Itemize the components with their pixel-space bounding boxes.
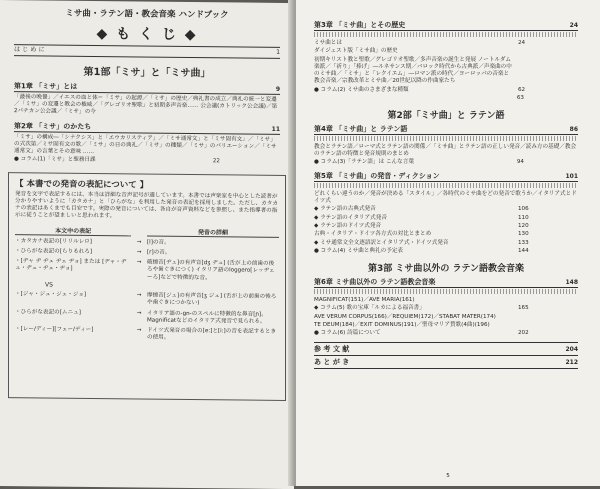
part1-title: 第1部「ミサ」と「ミサ曲」 — [83, 66, 211, 79]
toc-intro — [14, 44, 280, 59]
notation-box — [8, 172, 286, 401]
toc-item — [314, 240, 578, 247]
toc-item — [314, 305, 578, 312]
chapter-6 — [314, 277, 578, 337]
ch1-body: 「最後の晩餐」／イエスの血と体＝「ミサ」の起源／「ミサ」の歴史／典礼書の成立／典礼の統一と変遷／「ミサ」の変遷と教会の権威／「グレゴリオ聖歌」と初期多声音楽…… 公会議(カトリック公会議)／第2バチカン公会議／「ミサ」の今 — [14, 93, 278, 116]
notation-row — [15, 309, 279, 326]
ch2-title: 第2章 「ミサ」のかたち — [14, 121, 92, 131]
right-page-number: 5 — [446, 472, 450, 479]
toc-item — [314, 215, 578, 222]
ch4-note — [314, 159, 578, 166]
afterword — [314, 356, 578, 369]
toc-item-label: ◆ コラム(5) 歌の宝庫「ルカによる福音書」 — [314, 305, 425, 312]
toc-item-label: ミサ曲とは — [314, 40, 342, 46]
notation-rows — [15, 238, 279, 344]
toc-item-page — [512, 322, 578, 329]
vs-label: VS — [45, 281, 53, 289]
ch5-items — [314, 206, 578, 255]
toc-item-page — [512, 57, 578, 86]
toc-item-page: 144 — [518, 247, 529, 254]
right-page — [296, 0, 600, 486]
chapter-3 — [314, 20, 578, 102]
notation-row-right: [l]の音。 — [146, 239, 170, 246]
notation-intro: 発音を文字で表記するには、本当は詳細な音声記号が適しています。本書では声楽家を中心とした読者が分かりやすいように「カタカナ」と「ひらがな」を利用した発音の表記を採用しました。ただし、カタカナの表記はあくまでも目安です。実際の発音については、各自が音声資料などを参照し、また指導者の指示に従うことが望ましいと思われます。 — [15, 190, 278, 220]
notation-row-arrow: → — [136, 309, 142, 317]
toc-item-label: 初期キリスト教と聖歌／グレゴリオ聖歌／多声音楽の誕生と発展 ノートルダム楽派／「祈り」「捧げ」―ルネサンス期／バロック時代から古典派／声楽曲の中のミサ曲／「ミサ」と「レクイエム」―ロマン派の時代／ヨーロッパの音楽と教会音楽／宗教改革とミサ曲／20世紀以降の作曲家たち — [314, 56, 512, 85]
part2-title: 第2部「ミサ曲」と ラテン語 — [387, 111, 505, 122]
left-page-number — [0, 480, 294, 483]
notation-row-left: ・ひらがな表記の[ムニュ] — [15, 308, 81, 316]
toc-item — [314, 330, 578, 337]
toc-item-label: ◆ ラテン語の古典式発音 — [314, 206, 376, 213]
ch2-note-label: ● コラム(1)「ミサ」と聖務日課 — [14, 156, 96, 164]
notation-row-right: [r]の音。 — [146, 249, 171, 256]
ch2-note — [14, 156, 280, 166]
afterword-page: 212 — [565, 359, 578, 367]
toc-item-label: 古典・イタリア・ドイツ各方式の対比とまとめ — [314, 231, 432, 238]
references-page: 204 — [565, 346, 578, 354]
toc-item-label: ◆ ラテン語のドイツ式発音 — [314, 222, 382, 229]
toc-item-label: ダイジェスト版「ミサ曲」の歴史 — [314, 48, 398, 55]
notation-row-arrow: → — [136, 239, 142, 246]
ch6-title: 第6章 ミサ曲以外の ラテン語教会音楽 — [314, 278, 436, 287]
intro-label: は じ め に — [14, 46, 45, 54]
toc-item-page: 130 — [518, 231, 529, 238]
notation-row-left: ・[ヂャ ヂ ヂュ ヂェ ヂョ] または [ヂャ・ヂュ・ヂュ・ヂェ・ヂョ] — [15, 258, 127, 273]
intro-page: 1 — [276, 48, 280, 56]
toc-item-page: 120 — [518, 222, 529, 229]
ch4-body: 教会とラテン語／ローマ式とラテン語の関係／「ミサ曲」とラテン語の正しい発音／読み方の基礎／教会のラテン語の特徴と発音規則のまとめ — [314, 144, 577, 158]
toc-item-page: 106 — [518, 206, 529, 213]
notation-row-arrow: → — [136, 259, 142, 266]
toc-item — [314, 206, 578, 213]
book-title: ミサ曲・ラテン語・教会音楽 ハンドブック — [65, 8, 229, 21]
toc-item — [314, 314, 578, 321]
notation-row-left: ・[レー/ディー][フェー/ディー] — [15, 326, 94, 334]
notation-row — [15, 326, 279, 343]
ch3-page: 24 — [569, 22, 578, 29]
notation-row-arrow: → — [136, 327, 142, 334]
ch4-note-page: 94 — [516, 158, 524, 165]
chapter-1 — [14, 81, 280, 119]
toc-item-page: 165 — [518, 305, 529, 312]
notation-row-arrow: → — [136, 292, 142, 299]
ch3-items — [314, 40, 578, 94]
afterword-label: あ と が き — [314, 358, 350, 367]
toc-item-label: ● コラム(4) ミサ曲と典礼の予定表 — [314, 247, 404, 254]
toc-item-label: ◆ ミサ通常文全文逐語訳とイタリア式・ドイツ式発音 — [314, 239, 449, 246]
ch5-page: 101 — [565, 172, 578, 180]
toc-item — [314, 297, 578, 304]
toc-item — [314, 87, 578, 94]
toc-item-page: 133 — [518, 239, 529, 246]
chapter-4 — [314, 124, 578, 166]
ch2-note-page: 22 — [212, 158, 220, 165]
toc-item-page — [512, 48, 578, 55]
ch6-page: 148 — [565, 279, 578, 287]
ch3-title: 第3章 「ミサ曲」とその歴史 — [314, 21, 406, 29]
notation-row-left: ・ひらがな表記の[らりるれろ] — [15, 248, 93, 255]
notation-row — [15, 291, 279, 308]
toc-item — [314, 248, 578, 255]
toc-item — [314, 223, 578, 230]
ch4-note-label: ● コラム(3)「ラテン語」は こんな言葉 — [314, 158, 414, 165]
notation-row-left: ・[ジャ・ジュ・ジェ・ジョ] — [15, 291, 87, 298]
toc-item-page — [512, 297, 578, 304]
references-label: 参 考 文 献 — [314, 345, 350, 354]
notation-row-right: 破擦音[ヂュ]の有声音[dʒ ヂュ] (舌が上の前歯の後ろや歯ぐきにつく) イタリア語のloggero[レッヂェーろ]などで特徴的な音。 — [146, 259, 275, 281]
notation-row-right: 摩擦音[ジュ]の有声音[ʒ ジュ] (舌が上の前歯の後ろや歯ぐきにつかない) — [146, 292, 277, 307]
notation-title: 【 本書での発音の表記について 】 — [15, 178, 149, 191]
ch3-extra-page: 63 — [516, 94, 524, 101]
part3-title: 第3部 ミサ曲以外の ラテン語教会音楽 — [367, 264, 525, 275]
ch5-lead: どれくらい違うのか／発音が決める「スタイル」／各時代のミサ曲をどの発音で歌うか／イタリア式とドイツ式 — [314, 190, 577, 205]
toc-item — [314, 231, 578, 238]
notation-row-right: ドイツ式発音の場合の[e:]と[i:]の音を表記するときの使用。 — [146, 327, 277, 342]
left-page — [0, 0, 294, 489]
notation-row — [15, 238, 279, 248]
notation-row-left: ・カタカナ表記の[リリルレロ] — [15, 237, 92, 245]
chapter-5 — [314, 171, 578, 255]
toc-item — [314, 48, 578, 55]
toc-item-label: MAGNIFICAT(151)／AVE MARIA(161) — [314, 297, 415, 304]
notation-row-arrow: → — [136, 249, 142, 256]
toc-item-label: AVE VERUM CORPUS(166)／REQUIEM(172)／STABAT MATER(174) — [314, 313, 496, 320]
toc-item — [314, 57, 578, 86]
ch6-items — [314, 297, 578, 337]
toc-title: ◆ も く じ ◆ — [96, 26, 198, 44]
ch2-body: 「ミサ」の構成―「シナクシス」と「エウカリスティア」／「ミサ通常文」と「ミサ固有文」／「ミサ」の式次第／ミサ固有文の歌／「ミサ」の日の典礼／「ミサ」の種類／「ミサ」のバリエーション／「ミサ通常文」の言葉とその意味 …… — [14, 133, 277, 156]
toc-item-page: 24 — [518, 40, 526, 46]
toc-item-page — [512, 314, 578, 321]
ch1-title: 第1章 「ミサ」とは — [14, 81, 78, 91]
toc-item-label: ◆ ラテン語のイタリア式発音 — [314, 214, 387, 221]
toc-item-page: 110 — [518, 214, 529, 221]
ch2-page: 11 — [271, 125, 280, 133]
toc-item — [314, 322, 578, 329]
notation-row — [15, 258, 279, 283]
notation-row — [15, 248, 279, 258]
notation-row-right: イタリア語の-gn-のスペルに特徴的な鼻音[ɲ]。Magnificatなどのイタリア式発音で見られる。 — [146, 310, 267, 325]
toc-item-page: 202 — [518, 330, 529, 337]
toc-item-label: TE DEUM(184)／EXIT DOMINUS(191)／聖母マリア賛歌(4曲)(196) — [314, 321, 490, 328]
col-right-header: 発音の詳細 — [147, 226, 279, 237]
col-left-header: 本文中の表記 — [15, 225, 131, 236]
chapter-2 — [14, 121, 280, 167]
ch5-title: 第5章 「ミサ曲」の発音・ディクション — [314, 171, 440, 180]
toc-item-label: ● コラム(2) ミサ曲のさまざまな種類 — [314, 86, 409, 93]
toc-item-page: 62 — [518, 86, 526, 93]
ch4-page: 86 — [569, 126, 578, 134]
ch4-title: 第4章 「ミサ曲」と ラテン語 — [314, 125, 408, 134]
toc-item-label: ● コラム(6) 詩篇について — [314, 330, 381, 337]
toc-item — [314, 40, 578, 47]
references — [314, 342, 578, 356]
ch1-page: 9 — [275, 85, 280, 93]
